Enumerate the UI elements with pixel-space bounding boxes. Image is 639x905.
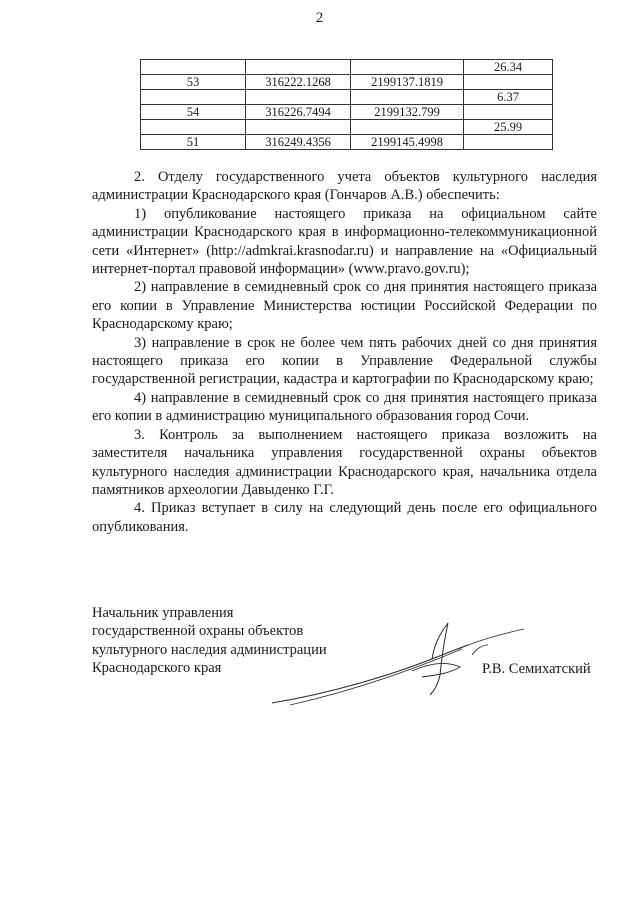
distance-cell (464, 135, 553, 150)
y-cell: 2199145.4998 (351, 135, 464, 150)
order-body (92, 168, 597, 536)
table-row (141, 60, 553, 75)
paragraph: 1) опубликование настоящего приказа на официальном сайте администрации Краснодарского края в информационно-телекоммуникационной сети «Интернет» (http://admkrai.krasnodar.ru) и направление на «Официальный интернет-портал правовой информации» (www.pravo.gov.ru); (92, 205, 597, 278)
paragraph: 4) направление в семидневный срок со дня принятия настоящего приказа его копии в администрацию муниципального образования город Сочи. (92, 389, 597, 425)
point-cell: 53 (141, 75, 246, 90)
table-row (141, 135, 553, 150)
x-cell: 316226.7494 (246, 105, 351, 120)
table-row (141, 90, 553, 105)
point-cell (141, 90, 246, 105)
paragraph: 3. Контроль за выполнением настоящего приказа возложить на заместителя начальника управления государственной охраны объектов культурного наследия администрации Краснодарского края, начальника отдела памятников археологии Давыденко Г.Г. (92, 426, 597, 498)
paragraph: 2) направление в семидневный срок со дня принятия настоящего приказа его копии в Управление Министерства юстиции Российской Федерации по Краснодарскому краю; (92, 279, 597, 333)
paragraph: 2. Отделу государственного учета объектов культурного наследия администрации Краснодарского края (Гончаров А.В.) обеспечить: (92, 169, 597, 204)
table-row (141, 105, 553, 120)
x-cell: 316222.1268 (246, 75, 351, 90)
x-cell (246, 120, 351, 135)
x-cell: 316249.4356 (246, 135, 351, 150)
signatory-title-line: государственной охраны объектов (92, 623, 304, 640)
signatory-title-line: Начальник управления (92, 605, 234, 621)
point-cell: 51 (141, 135, 246, 150)
signatory-title-line: культурного наследия администрации (92, 641, 327, 658)
y-cell (351, 120, 464, 135)
paragraph: 4. Приказ вступает в силу на следующий день после его официального опубликования. (92, 500, 597, 535)
y-cell: 2199137.1819 (351, 75, 464, 90)
distance-cell: 25.99 (464, 120, 553, 135)
distance-cell: 26.34 (464, 60, 553, 75)
distance-cell (464, 105, 553, 120)
page-number: 2 (315, 10, 324, 26)
signatory-name: Р.В. Семихатский (482, 661, 591, 677)
y-cell (351, 90, 464, 105)
paragraph: 3) направление в срок не более чем пять рабочих дней со дня принятия настоящего приказа его копии в Управление Федеральной службы государственной регистрации, кадастра и картографии по Краснодарскому краю; (92, 334, 597, 388)
x-cell (246, 60, 351, 75)
distance-cell: 6.37 (464, 90, 553, 105)
table-row (141, 120, 553, 135)
point-cell: 54 (141, 105, 246, 120)
table-row (141, 75, 553, 90)
y-cell (351, 60, 464, 75)
distance-cell (464, 75, 553, 90)
coordinates-table (140, 59, 553, 150)
x-cell (246, 90, 351, 105)
y-cell: 2199132.799 (351, 105, 464, 120)
signatory-title-line: Краснодарского края (92, 660, 222, 677)
point-cell (141, 60, 246, 75)
point-cell (141, 120, 246, 135)
